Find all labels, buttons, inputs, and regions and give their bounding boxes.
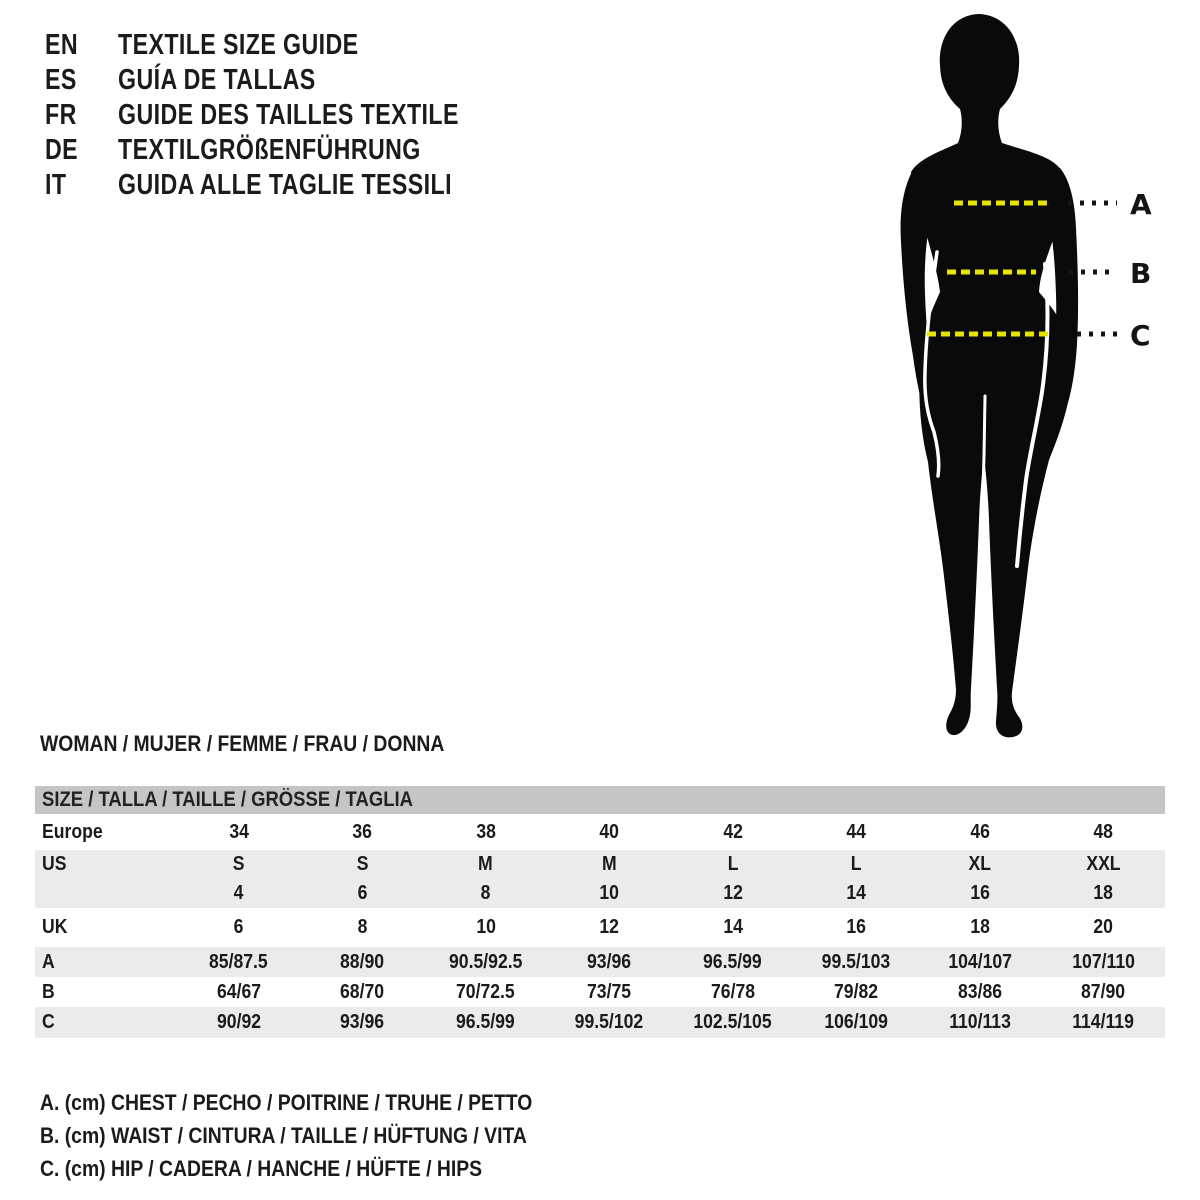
- table-row-us-numeric: [35, 879, 1165, 908]
- table-cell: 48: [1093, 820, 1114, 843]
- language-guide-title: GUIDA ALLE TAGLIE TESSILI: [118, 169, 452, 201]
- language-item-en: [45, 28, 544, 63]
- language-item-es: [45, 63, 544, 98]
- row-label: C: [42, 1011, 55, 1033]
- table-cell: 70/72.5: [456, 980, 516, 1003]
- row-label: A: [42, 950, 55, 973]
- table-cell: 93/96: [340, 1011, 385, 1033]
- table-cell: 12: [599, 916, 620, 938]
- table-cell: 79/82: [834, 980, 879, 1003]
- table-cell: 76/78: [710, 980, 755, 1003]
- table-cell: 8: [480, 882, 491, 904]
- language-code: IT: [45, 169, 67, 201]
- table-cell: 96.5/99: [703, 950, 763, 973]
- woman-right-arm-shape: [1045, 168, 1078, 434]
- language-item-it: [45, 168, 544, 203]
- table-cell: 16: [969, 882, 990, 904]
- size-table-body: [35, 814, 1165, 1038]
- language-code: EN: [45, 29, 79, 61]
- table-cell: 64/67: [216, 980, 261, 1003]
- table-cell: S: [232, 853, 245, 875]
- table-row-us: [35, 850, 1165, 879]
- feet-gap: [976, 710, 993, 738]
- table-cell: 46: [969, 820, 990, 843]
- language-guide-title: TEXTILGRÖßENFÜHRUNG: [118, 134, 421, 166]
- table-cell: 83/86: [957, 980, 1002, 1003]
- table-cell: 12: [722, 882, 743, 904]
- language-code: DE: [45, 134, 79, 166]
- table-cell: 14: [722, 916, 743, 938]
- size-table: [35, 786, 1165, 1038]
- size-table-header: [35, 786, 1165, 814]
- table-cell: 10: [475, 916, 496, 938]
- table-cell: XL: [968, 853, 991, 875]
- table-cell: 44: [846, 820, 867, 843]
- table-cell: XXL: [1086, 853, 1121, 875]
- row-label: UK: [42, 916, 68, 938]
- table-cell: 36: [352, 820, 373, 843]
- table-cell: 42: [722, 820, 743, 843]
- table-cell: 8: [357, 916, 368, 938]
- table-cell: 10: [599, 882, 620, 904]
- table-cell: M: [601, 853, 617, 875]
- row-label: [35, 882, 177, 905]
- table-cell: S: [356, 853, 369, 875]
- table-cell: 68/70: [340, 980, 385, 1003]
- table-group-title: [40, 731, 500, 757]
- table-cell: 6: [233, 916, 244, 938]
- table-cell: 20: [1093, 916, 1114, 938]
- table-cell: 18: [969, 916, 990, 938]
- table-cell: 110/113: [948, 1011, 1011, 1033]
- language-item-de: [45, 133, 544, 168]
- table-cell: 18: [1093, 882, 1114, 904]
- row-label: B: [42, 980, 55, 1003]
- measurement-legend: [40, 1086, 599, 1185]
- table-cell: 99.5/103: [821, 950, 891, 973]
- table-cell: 106/109: [824, 1011, 889, 1033]
- legend-line-hip: C. (cm) HIP / CADERA / HANCHE / HÜFTE / HIPS: [40, 1155, 483, 1181]
- language-item-fr: [45, 98, 544, 133]
- table-cell: L: [727, 853, 739, 875]
- table-row-a: [35, 947, 1165, 977]
- measurement-figure: [880, 0, 1180, 748]
- language-code: ES: [45, 64, 77, 96]
- table-group-title-text: WOMAN / MUJER / FEMME / FRAU / DONNA: [40, 731, 445, 756]
- table-cell: 88/90: [340, 950, 385, 973]
- table-cell: 85/87.5: [209, 950, 269, 973]
- table-cell: 90/92: [216, 1011, 261, 1033]
- table-cell: 102.5/105: [693, 1011, 772, 1033]
- table-cell: 104/107: [947, 950, 1012, 973]
- language-guide-title: GUÍA DE TALLAS: [118, 64, 316, 96]
- legend-line-chest: A. (cm) CHEST / PECHO / POITRINE / TRUHE / PETTO: [40, 1089, 533, 1115]
- table-cell: 16: [846, 916, 867, 938]
- table-cell: 90.5/92.5: [449, 950, 523, 973]
- woman-body-shape: [911, 14, 1072, 737]
- row-label: Europe: [42, 820, 103, 843]
- row-label: US: [42, 853, 67, 875]
- language-guide-title: GUIDE DES TAILLES TEXTILE: [118, 99, 459, 131]
- table-cell: M: [478, 853, 494, 875]
- language-guide-title: TEXTILE SIZE GUIDE: [118, 29, 359, 61]
- table-cell: 4: [233, 882, 244, 904]
- table-cell: L: [850, 853, 862, 875]
- table-cell: 14: [846, 882, 867, 904]
- table-cell: 40: [599, 820, 620, 843]
- woman-silhouette: [880, 0, 1180, 748]
- table-row-europe: [35, 814, 1165, 850]
- table-cell: 93/96: [587, 950, 632, 973]
- table-row-uk: [35, 908, 1165, 947]
- language-title-list: [45, 28, 544, 203]
- legend-line-waist: B. (cm) WAIST / CINTURA / TAILLE / HÜFTUNG / VITA: [40, 1122, 527, 1148]
- table-cell: 99.5/102: [574, 1011, 644, 1033]
- table-cell: 114/119: [1072, 1011, 1135, 1033]
- table-row-b: [35, 977, 1165, 1007]
- table-cell: 96.5/99: [456, 1011, 516, 1033]
- table-cell: 73/75: [587, 980, 632, 1003]
- table-row-c: [35, 1007, 1165, 1038]
- table-cell: 34: [228, 820, 249, 843]
- chest-marker-label: A: [1130, 188, 1152, 221]
- table-cell: 38: [475, 820, 496, 843]
- table-cell: 87/90: [1081, 980, 1126, 1003]
- language-code: FR: [45, 99, 77, 131]
- hip-marker-label: C: [1130, 319, 1151, 352]
- table-cell: 107/110: [1071, 950, 1135, 973]
- table-cell: 6: [357, 882, 368, 904]
- size-table-header-text: SIZE / TALLA / TAILLE / GRÖSSE / TAGLIA: [42, 788, 413, 811]
- waist-marker-label: B: [1130, 257, 1152, 290]
